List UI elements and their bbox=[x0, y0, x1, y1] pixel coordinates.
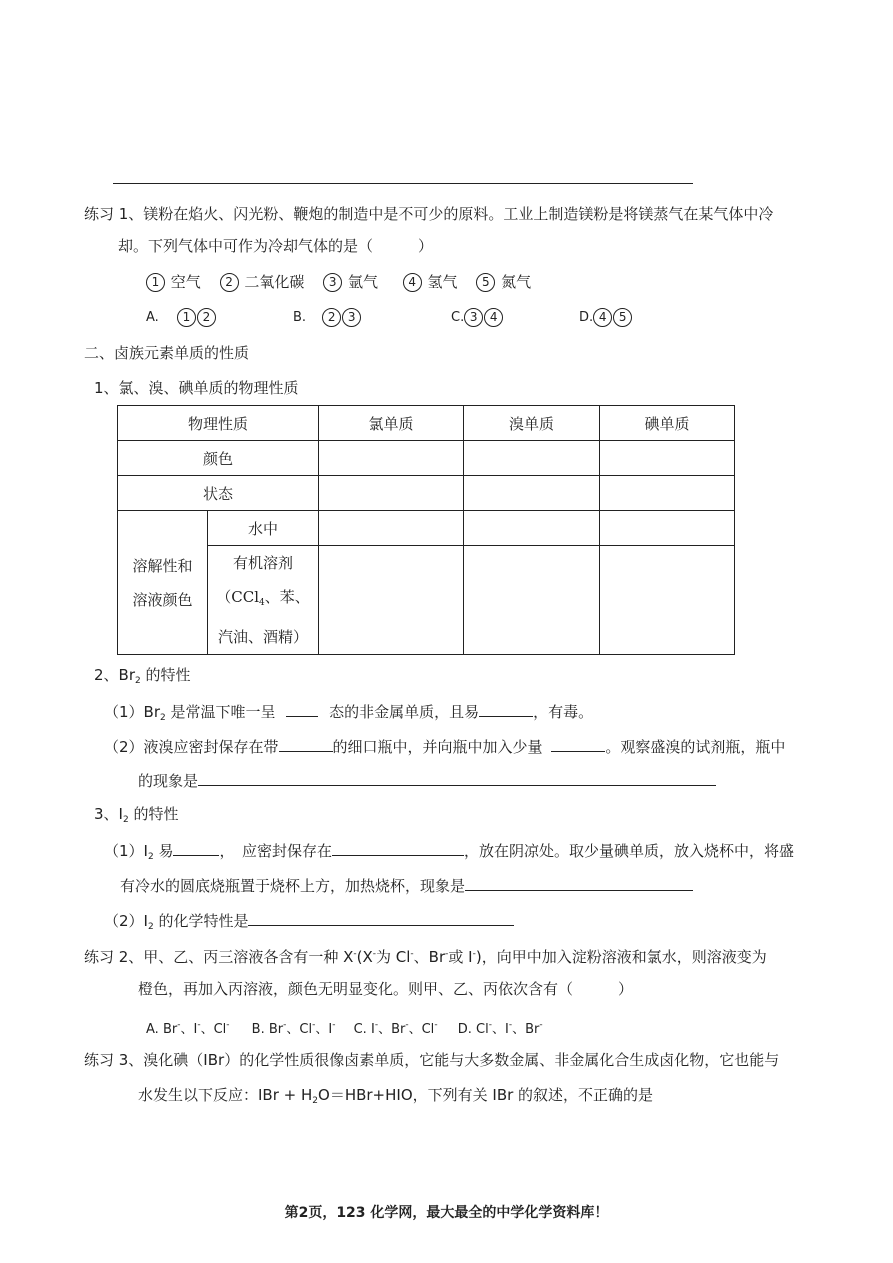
i2-question-2: $(2)I_2$ 的化学特性是 bbox=[104, 909, 514, 937]
item-3: 3 氩气 bbox=[323, 273, 378, 291]
physical-properties-table bbox=[117, 405, 735, 655]
section-heading: 二、卤族元素单质的性质 bbox=[84, 344, 250, 362]
option-d: D. 4 5 bbox=[579, 308, 633, 328]
ex2-option-a: A. Br-、I-、Cl- bbox=[146, 1020, 230, 1037]
exercise1-items bbox=[146, 272, 531, 292]
option-c: C. 3 4 bbox=[451, 308, 504, 328]
item-2: 2 二氧化碳 bbox=[220, 273, 305, 291]
blank-field[interactable] bbox=[286, 700, 318, 717]
option-a: A. 1 2 bbox=[146, 308, 217, 328]
table-header-row bbox=[118, 406, 735, 441]
header-bromine: 溴单质 bbox=[464, 406, 600, 441]
header-chlorine: 氯单质 bbox=[319, 406, 464, 441]
page-footer: 第2页，123 化学网，最大最全的中学化学资料库！ bbox=[284, 1205, 609, 1221]
table-cell bbox=[319, 511, 464, 546]
table-row-state bbox=[118, 476, 735, 511]
table-cell bbox=[319, 476, 464, 511]
exercise2-options bbox=[146, 1015, 543, 1040]
row-label-color: 颜色 bbox=[118, 441, 319, 476]
item-4: 4 氢气 bbox=[403, 273, 458, 291]
item-5: 5 氮气 bbox=[476, 273, 531, 291]
answer-line-top bbox=[113, 183, 693, 184]
exercise3-line1: 练习 3、溴化碘（IBr）的化学性质很像卤素单质，它能与大多数金属、非金属化合生成卤化物，它也能与 bbox=[84, 1051, 780, 1069]
blank-field[interactable] bbox=[248, 909, 514, 926]
table-cell bbox=[600, 441, 735, 476]
table-row-color bbox=[118, 441, 735, 476]
br2-question-2-line2: 的现象是 bbox=[138, 769, 716, 791]
table-cell bbox=[600, 511, 735, 546]
row-label-state: 状态 bbox=[118, 476, 319, 511]
header-iodine: 碘单质 bbox=[600, 406, 735, 441]
blank-field[interactable] bbox=[479, 700, 533, 717]
blank-field[interactable] bbox=[173, 839, 219, 856]
table-cell bbox=[600, 476, 735, 511]
exercise3-line2: 水发生以下反应：IBr + $H_2O=HBr+HIO$，下列有关 IBr 的叙述，不正确的是 bbox=[138, 1086, 654, 1106]
table-cell bbox=[464, 476, 600, 511]
exercise2-line1: 练习 2、甲、乙、丙三溶液各含有一种 X-(X-为 Cl-、Br-或 I-)，向甲中加入淀粉溶液和氯水，则溶液变为 bbox=[84, 948, 767, 966]
header-property: 物理性质 bbox=[118, 406, 319, 441]
subsection-1-title: 1、氯、溴、碘单质的物理性质 bbox=[94, 379, 299, 397]
blank-field[interactable] bbox=[332, 839, 464, 856]
subsection-3-title: 3、$I_2$ 的特性 bbox=[94, 805, 179, 825]
option-b: B. 2 3 bbox=[293, 308, 362, 328]
table-row-water bbox=[118, 511, 735, 546]
blank-field[interactable] bbox=[551, 735, 605, 752]
table-cell bbox=[464, 441, 600, 476]
ex2-option-d: D. Cl-、I-、Br- bbox=[457, 1020, 543, 1037]
exercise2-line2: 橙色，再加入丙溶液，颜色无明显变化。则甲、乙、丙依次含有（ ） bbox=[138, 980, 634, 998]
ex2-option-c: C. I-、Br-、Cl- bbox=[353, 1020, 438, 1037]
br2-question-1: $(1)Br_2$ 是常温下唯一呈 态的非金属单质，且易 ，有毒。 bbox=[104, 700, 593, 728]
table-cell bbox=[600, 546, 735, 655]
exercise1-line2: 却。下列气体中可作为冷却气体的是（ ） bbox=[118, 237, 434, 255]
blank-field[interactable] bbox=[279, 735, 333, 752]
blank-field[interactable] bbox=[465, 874, 693, 891]
i2-question-1-line2: 有冷水的圆底烧瓶置于烧杯上方，加热烧杯，现象是 bbox=[120, 874, 693, 896]
table-cell bbox=[464, 546, 600, 655]
blank-field[interactable] bbox=[198, 769, 716, 786]
ex2-option-b: B. Br-、Cl-、I- bbox=[251, 1020, 336, 1037]
i2-question-1: $(1)I_2$ 易 ， 应密封保存在 ，放在阴凉处。取少量碘单质，放入烧杯中，将盛 bbox=[104, 839, 794, 867]
subsection-2-title: 2、$Br_2$ 的特性 bbox=[94, 666, 191, 686]
table-cell bbox=[319, 441, 464, 476]
table-row-organic bbox=[118, 546, 735, 655]
item-1: 1 空气 bbox=[146, 273, 201, 291]
table-cell bbox=[464, 511, 600, 546]
row-label-water: 水中 bbox=[208, 511, 319, 546]
row-label-organic: 有机溶剂 （CCl$_4$、苯、 汽油、酒精） bbox=[208, 546, 319, 655]
row-label-solubility: 溶解性和 溶液颜色 bbox=[118, 511, 208, 655]
br2-question-2: （2）液溴应密封保存在带 的细口瓶中，并向瓶中加入少量 。观察盛溴的试剂瓶，瓶中 bbox=[104, 735, 785, 757]
exercise1-line1: 练习 1、镁粉在焰火、闪光粉、鞭炮的制造中是不可少的原料。工业上制造镁粉是将镁蒸气在某气体中冷 bbox=[84, 205, 774, 223]
table-cell bbox=[319, 546, 464, 655]
